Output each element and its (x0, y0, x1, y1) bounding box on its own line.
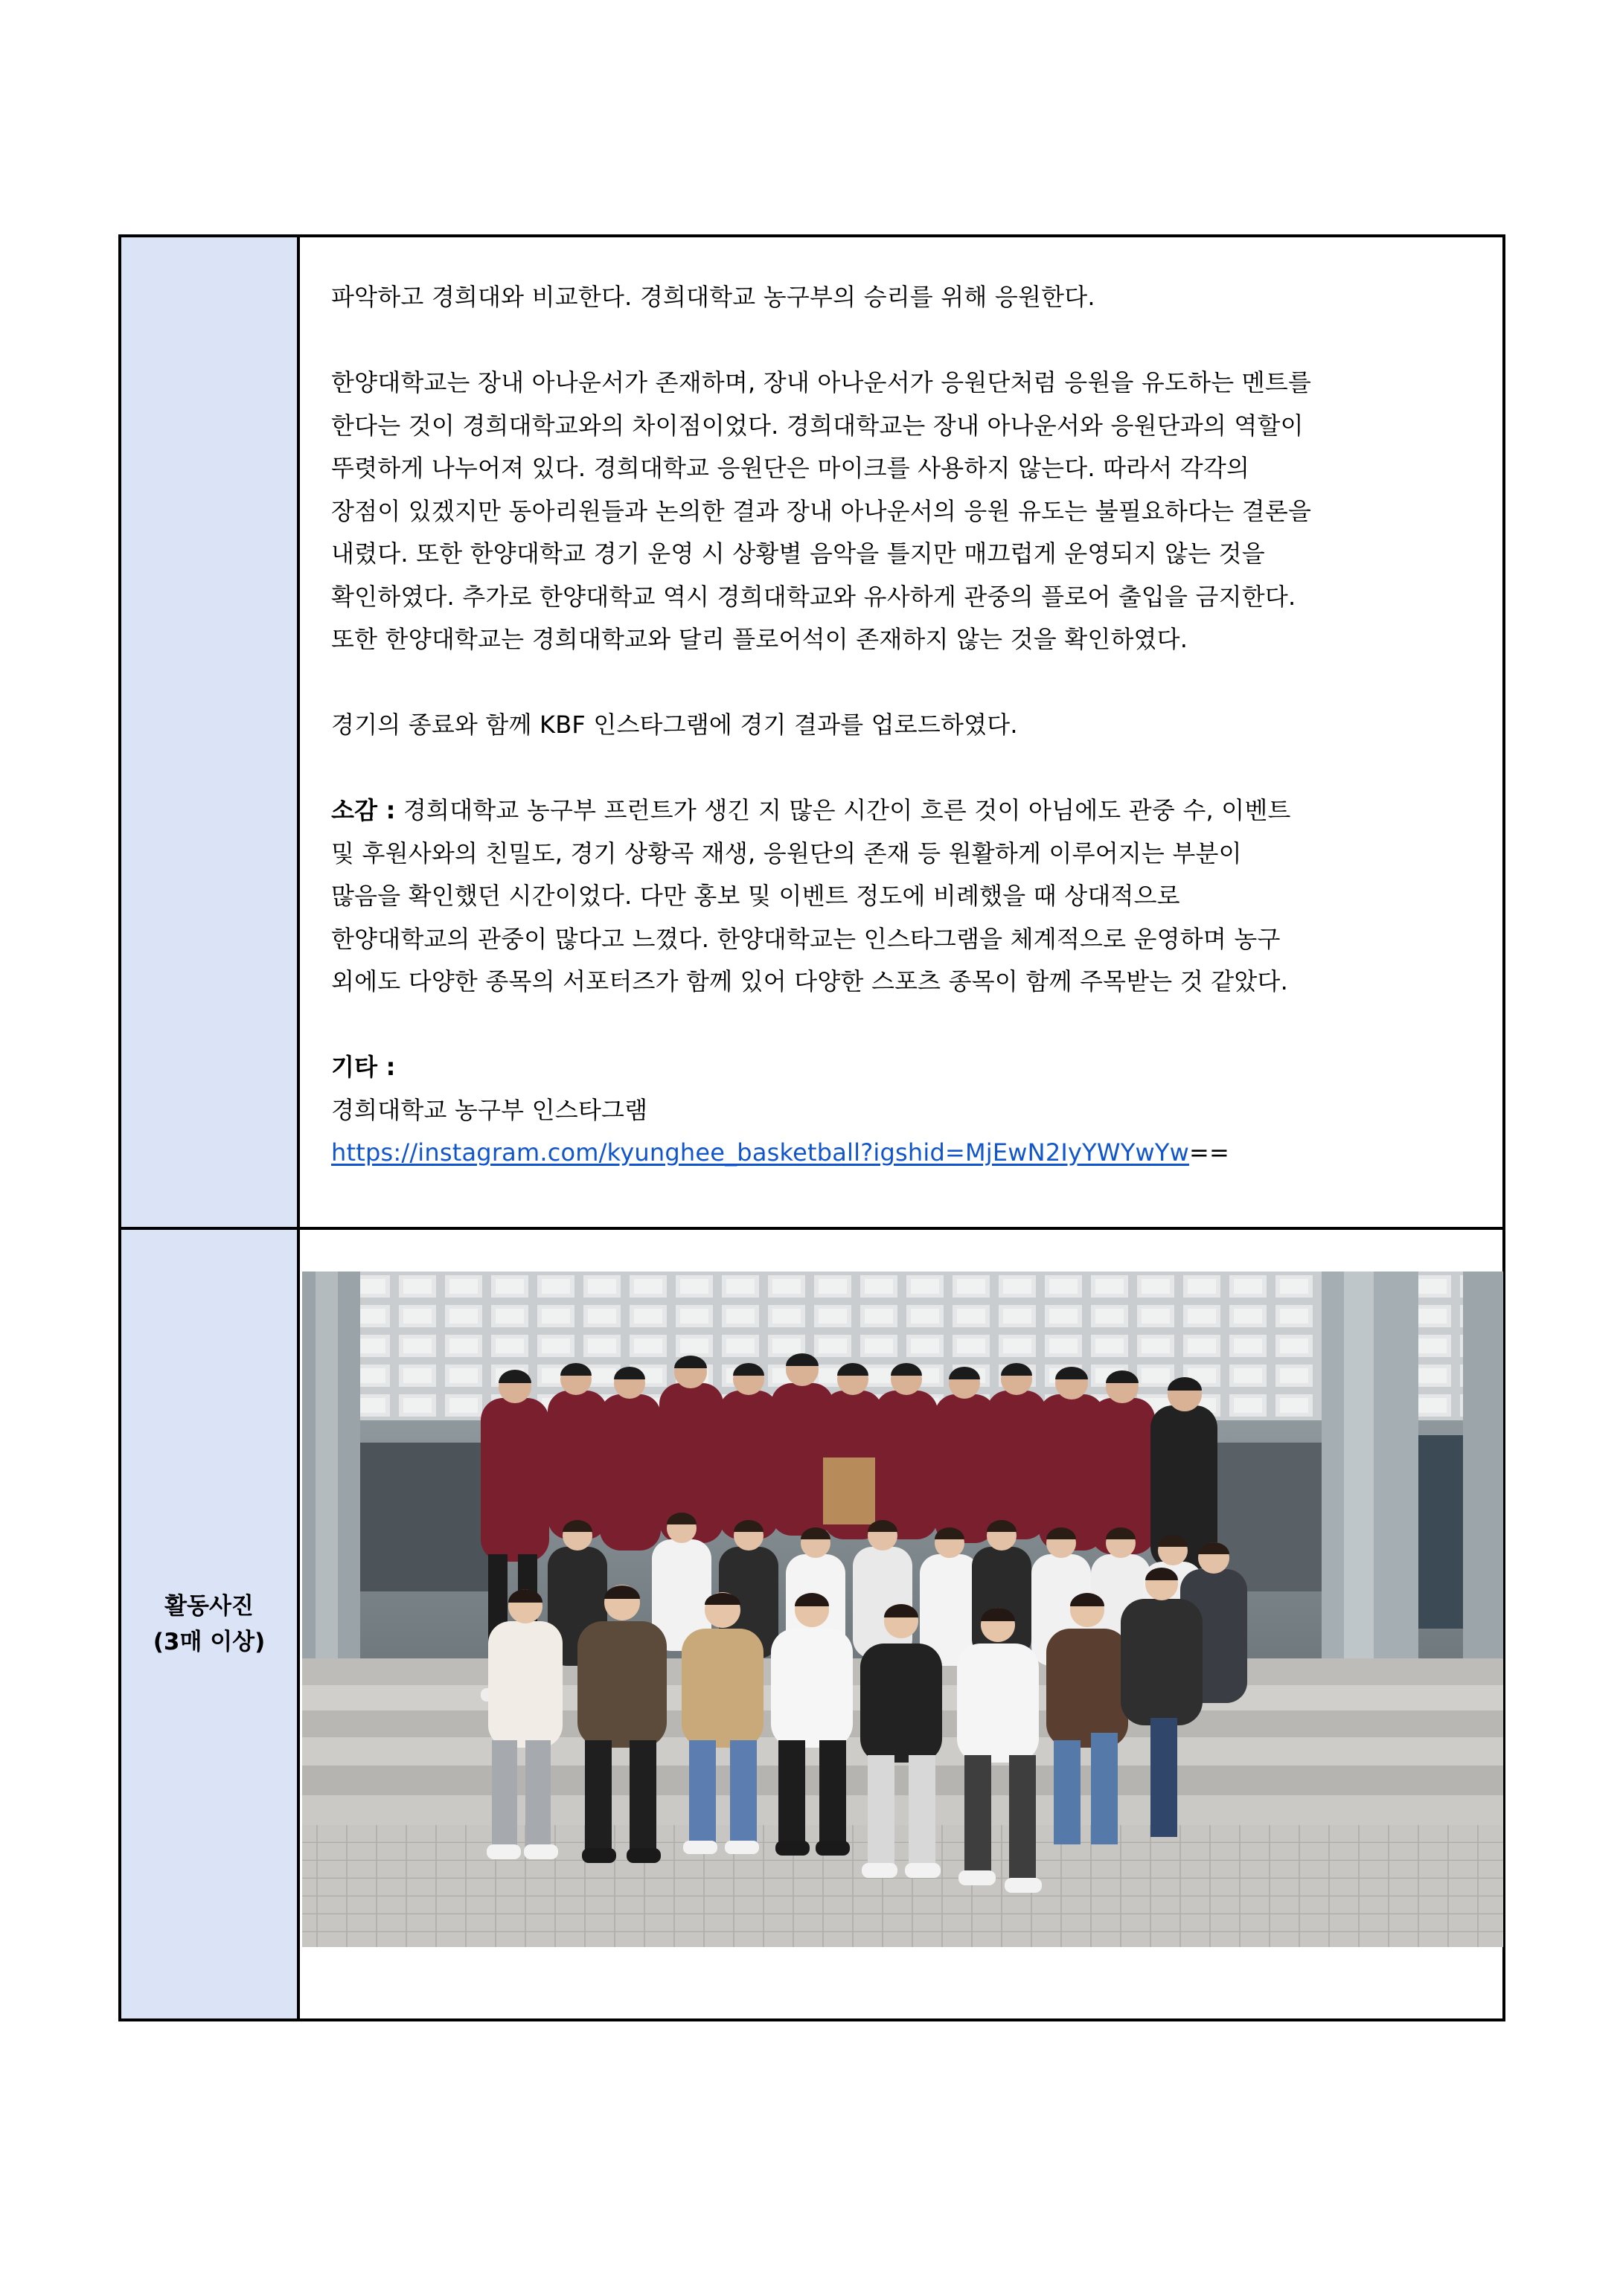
photo-label (121, 1230, 297, 2018)
group-photo-image (302, 1272, 1503, 1947)
text-line: 한양대학교의 관중이 많다고 느꼈다. 한양대학교는 인스타그램을 체계적으로 운영하며 농구 (331, 924, 1281, 953)
text-line: 확인하였다. 추가로 한양대학교 역시 경희대학교와 유사하게 관중의 플로어 출입을 금지한다. (331, 582, 1296, 611)
photo-label-title: 활동사진 (164, 1593, 254, 1620)
etc-label: 기타 : (331, 1053, 396, 1081)
impression-label: 소감 : (331, 796, 396, 824)
activity-text-row (120, 236, 1504, 1228)
label-text (121, 237, 297, 1227)
etc-link-line (331, 1132, 1488, 1175)
photo-label-subtitle: (3매 이상) (153, 1629, 266, 1655)
text-line: 한양대학교는 장내 아나운서가 존재하며, 장내 아나운서가 응원단처럼 응원을 유도하는 멘트를 (331, 368, 1312, 397)
text-line: 및 후원사와의 친밀도, 경기 상황곡 재생, 응원단의 존재 등 원활하게 이루어지는 부분이 (331, 838, 1242, 868)
paragraph-2 (331, 362, 1488, 661)
impression-first-line (331, 789, 1488, 833)
etc-paragraph (331, 1046, 1488, 1175)
paragraph-3 (331, 704, 1488, 747)
text-line: 내렸다. 또한 한양대학교 경기 운영 시 상황별 음악을 틀지만 매끄럽게 운영되지 않는 것을 (331, 539, 1265, 568)
paragraph-1 (331, 276, 1488, 319)
photo-label-cell (120, 1228, 298, 2020)
content-body (300, 237, 1502, 1175)
text-line: 파악하고 경희대와 비교한다. 경희대학교 농구부의 승리를 위해 응원한다. (331, 283, 1095, 311)
link-suffix: == (1188, 1138, 1230, 1167)
group-photo-icon (302, 1272, 1503, 1947)
report-table (118, 234, 1505, 2021)
text-line: 뚜렷하게 나누어져 있다. 경희대학교 응원단은 마이크를 사용하지 않는다. 따라서 각각의 (331, 454, 1250, 482)
content-cell (298, 236, 1504, 1228)
text-line: 경기의 종료와 함께 KBF 인스타그램에 경기 결과를 업로드하였다. (331, 711, 1018, 739)
text-line: 장점이 있겠지만 동아리원들과 논의한 결과 장내 아나운서의 응원 유도는 불필요하다는 결론을 (331, 496, 1312, 525)
etc-text: 경희대학교 농구부 인스타그램 (331, 1095, 648, 1124)
text-line: 외에도 다양한 종목의 서포터즈가 함께 있어 다양한 스포츠 종목이 함께 주목받는 것 같았다. (331, 967, 1288, 995)
text-line: 또한 한양대학교는 경희대학교와 달리 플로어석이 존재하지 않는 것을 확인하였다. (331, 625, 1188, 653)
text-line: 많음을 확인했던 시간이었다. 다만 홍보 및 이벤트 정도에 비례했을 때 상대적으로 (331, 882, 1180, 910)
label-cell-empty (120, 236, 298, 1228)
text-line: 한다는 것이 경희대학교와의 차이점이었다. 경희대학교는 장내 아나운서와 응원단과의 역할이 (331, 411, 1304, 440)
impression-paragraph (331, 789, 1488, 1004)
photo-cell (298, 1228, 1504, 2020)
impression-text: 경희대학교 농구부 프런트가 생긴 지 많은 시간이 흐른 것이 아님에도 관중 수, 이벤트 (395, 796, 1291, 824)
activity-photo-row (120, 1228, 1504, 2020)
instagram-link[interactable]: https://instagram.com/kyunghee_basketball?igshid=MjEwN2IyYWYwYw (331, 1138, 1189, 1167)
